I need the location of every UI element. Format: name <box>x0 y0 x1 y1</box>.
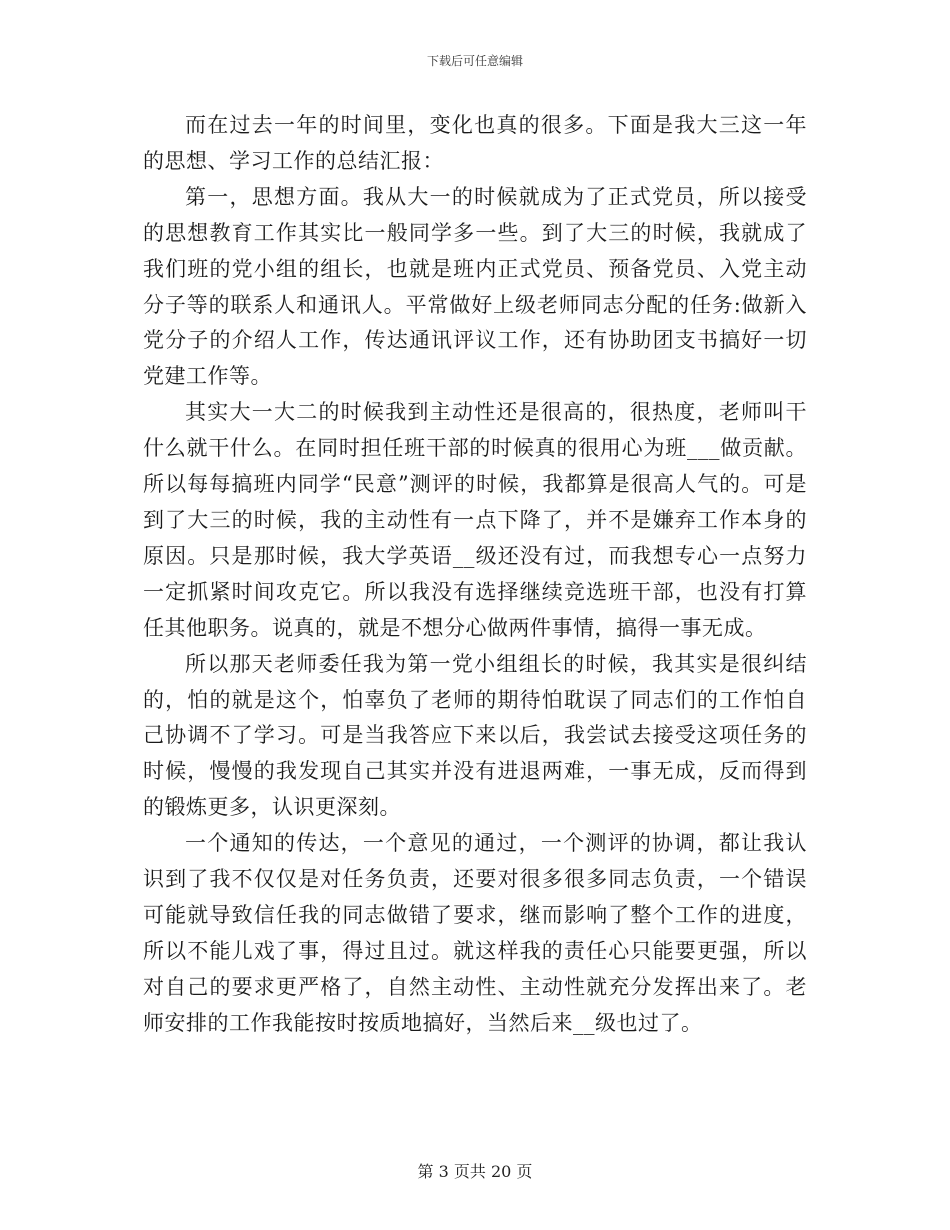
paragraph-responsibility: 一个通知的传达，一个意见的通过，一个测评的协调，都让我认识到了我不仅仅是对任务负责，还要对很多很多同志负责，一个错误可能就导致信任我的同志做错了要求，继而影响了整个工作的进度，所以不能儿戏了事，得过且过。就这样我的责任心只能要更强，所以对自己的要求更严格了，自然主动性、主动性就充分发挥出来了。老师安排的工作我能按时按质地搞好，当然后来__级也过了。 <box>143 831 807 1035</box>
document-body <box>143 108 807 1042</box>
paragraph-appointment: 所以那天老师委任我为第一党小组组长的时候，我其实是很纠结的，怕的就是这个，怕辜负了老师的期待怕耽误了同志们的工作怕自己协调不了学习。可是当我答应下来以后，我尝试去接受这项任务的时候，慢慢的我发现自己其实并没有进退两难，一事无成，反而得到的锻炼更多，认识更深刻。 <box>143 651 807 820</box>
paragraph-intro: 而在过去一年的时间里，变化也真的很多。下面是我大三这一年的思想、学习工作的总结汇报： <box>143 113 807 173</box>
paragraph-initiative: 其实大一大二的时候我到主动性还是很高的，很热度，老师叫干什么就干什么。在同时担任班干部的时候真的很用心为班___做贡献。所以每每搞班内同学“民意”测评的时候，我都算是很高人气的。可是到了大三的时候，我的主动性有一点下降了，并不是嫌弃工作本身的原因。只是那时候，我大学英语__级还没有过，而我想专心一点努力一定抓紧时间攻克它。所以我没有选择继续竞选班干部，也没有打算任其他职务。说真的，就是不想分心做两件事情，搞得一事无成。 <box>143 400 807 640</box>
paragraph-ideology: 第一，思想方面。我从大一的时候就成为了正式党员，所以接受的思想教育工作其实比一般同学多一些。到了大三的时候，我就成了我们班的党小组的组长，也就是班内正式党员、预备党员、入党主动分子等的联系人和通讯人。平常做好上级老师同志分配的任务:做新入党分子的介绍人工作，传达通讯评议工作，还有协助团支书搞好一切党建工作等。 <box>143 184 807 389</box>
page-number: 第 3 页共 20 页 <box>417 1162 533 1181</box>
page-header: 下载后可任意编辑 <box>426 54 523 68</box>
